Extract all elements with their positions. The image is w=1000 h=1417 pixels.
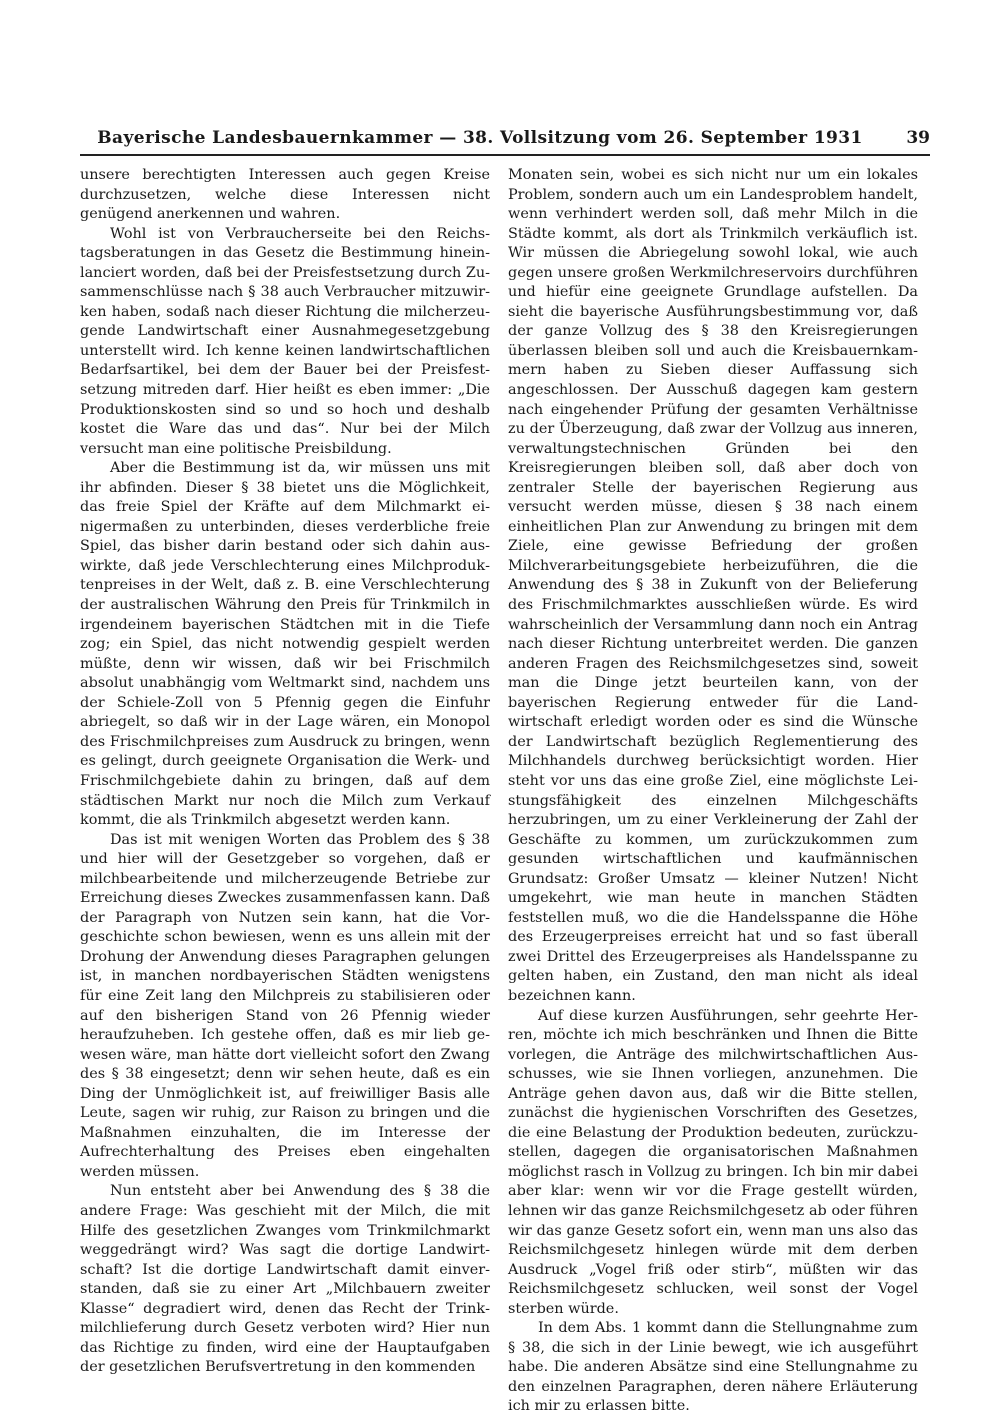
paragraph: In dem Abs. 1 kommt dann die Stellungnahme zum § 38, die sich in der Linie bewegt, wie ich ausgeführt habe. Die anderen Absätze sind eine Stellungnahme zu den einzelnen Paragraphen, deren nähere Erläuterung ich mir zu erlassen bitte.: [508, 1320, 918, 1415]
paragraph: Wohl ist von Verbraucherseite bei den Reichstagsberatungen in das Gesetz die Bestimmung hineinlanciert worden, daß bei der Preisfestsetzung durch Zusammenschlüsse nach § 38 auch Verbraucher mitzuwirken haben, sodaß nach dieser Richtung die milcherzeugende Landwirtschaft einer Ausnahmegesetzgebung unterstellt wird. Ich kenne keinen landwirtschaftlichen Bedarfsartikel, bei dem der Bauer bei der Preisfestsetzung mitreden darf. Hier heißt es eben immer: „Die Produktionskosten sind so und so hoch und deshalb kostet die Ware das und das“. Nur bei der Milch versucht man eine politische Preisbildung.: [80, 225, 491, 457]
header-title: Bayerische Landesbauernkammer — 38. Vollsitzung vom 26. September 1931: [97, 128, 863, 148]
paragraph: unsere berechtigten Interessen auch gegen Kreise durchzusetzen, welche diese Interessen nicht genügend anerkennen und wahren.: [80, 167, 490, 223]
right-column: [508, 166, 918, 1417]
paragraph: Auf diese kurzen Ausführungen, sehr geehrte Herren, möchte ich mich beschränken und Ihnen die Bitte vorlegen, die Anträge des milchwirtschaftlichen Ausschusses, wie sie Ihnen vorliegen, anzunehmen. Die Anträge gehen davon aus, daß wir die Bitte stellen, zunächst die hygienischen Vorschriften des Gesetzes, die eine Belastung der Produktion bedeuten, zurückzustellen, dagegen die organisatorischen Maßnahmen möglichst rasch in Vollzug zu bringen. Ich bin mir dabei aber klar: wenn wir vor die Frage gestellt würden, lehnen wir das ganze Reichsmilchgesetz ab oder führen wir das ganze Gesetz sofort ein, wenn man uns also das Reichsmilchgesetz hinlegen würde mit dem derben Ausdruck „Vogel friß oder stirb“, müßten wir das Reichsmilchgesetz schlucken, weil sonst der Vogel sterben würde.: [508, 1007, 918, 1317]
paragraph: Aber die Bestimmung ist da, wir müssen uns mit ihr abfinden. Dieser § 38 bietet uns die Möglichkeit, das freie Spiel der Kräfte auf dem Milchmarkt einigermaßen zu unterbinden, dieses verderbliche freie Spiel, das bisher darin bestand oder sich dahin auswirkte, daß jede Verschlechterung eines Milchproduktenpreises in der Welt, daß z. B. eine Verschlechterung der australischen Währung den Preis für Trinkmilch in irgendeinem bayerischen Städtchen mit in die Tiefe zog; ein Spiel, das nicht notwendig gespielt werden müßte, denn wir wissen, daß wir bei Frischmilch absolut unabhängig vom Weltmarkt sind, nachdem uns der Schiele-Zoll von 5 Pfennig gegen die Einfuhr abriegelt, so daß wir in der Lage wären, ein Monopol des Frischmilchpreises zum Ausdruck zu bringen, wenn es gelingt, durch geeignete Organisation die Werk- und Frischmilchgebiete dahin zu bringen, daß auf dem städtischen Markt nur noch die Milch zum Verkauf kommt, die als Trinkmilch abgesetzt werden kann.: [80, 460, 490, 829]
paragraph: Nun entsteht aber bei Anwendung des § 38 die andere Frage: Was geschieht mit der Milch, die mit Hilfe des gesetzlichen Zwanges vom Trinkmilchmarkt weggedrängt wird? Was sagt die dortige Landwirtschaft? Ist die dortige Landwirtschaft damit einverstanden, daß sie zu einer Art „Milchbauern zweiter Klasse“ degradiert wird, denen das Recht der Trinkmilchlieferung durch Gesetz verboten wird? Hier nun das Richtige zu finden, wird eine der Hauptaufgaben der gesetzlichen Berufsvertretung in den kommenden: [80, 1183, 490, 1376]
left-column: [80, 166, 490, 1378]
paragraph: Das ist mit wenigen Worten das Problem des § 38 und hier will der Gesetzgeber so vorgehen, daß er milchbearbeitende und milcherzeugende Betriebe zur Erreichung dieses Zweckes zusammenfassen kann. Daß der Paragraph von Nutzen sein kann, hat die Vorgeschichte schon bewiesen, wenn es uns allein mit der Drohung der Anwendung dieses Paragraphen gelungen ist, in manchen nordbayerischen Städten wenigstens für eine Zeit lang den Milchpreis zu stabilisieren oder auf den bisherigen Stand von 26 Pfennig wieder heraufzuheben. Ich gestehe offen, daß es mir lieb gewesen wäre, man hätte dort vielleicht sofort den Zwang des § 38 eingesetzt; denn wir sehen heute, daß es ein Ding der Unmöglichkeit ist, auf freiwilliger Basis alle Leute, sagen wir ruhig, zur Raison zu bringen und die Maßnahmen einzuhalten, die im Interesse der Aufrechterhaltung des Preises eben eingehalten werden müssen.: [80, 831, 490, 1180]
page-number: 39: [906, 128, 930, 148]
running-header: [80, 128, 930, 156]
paragraph: Monaten sein, wobei es sich nicht nur um ein lokales Problem, sondern auch um ein Landesproblem handelt, wenn verhindert werden soll, daß mehr Milch in die Städte kommt, als dort als Trinkmilch verkäuflich ist. Wir müssen die Abriegelung sowohl lokal, wie auch gegen unsere großen Werkmilchreservoirs durchführen und hiefür eine geeignete Grundlage aufstellen. Da sieht die bayerische Ausführungsbestimmung vor, daß der ganze Vollzug des § 38 den Kreisregierungen überlassen bleiben soll und auch die Kreisbauernkammern haben zu Sieben dieser Auffassung sich angeschlossen. Der Ausschuß dagegen kam gestern nach eingehender Prüfung der gesamten Verhältnisse zu der Überzeugung, daß zwar der Vollzug aus inneren, verwaltungstechnischen Gründen bei den Kreisregierungen bleiben soll, daß aber doch von zentraler Stelle der bayerischen Regierung aus versucht werden müsse, diesen § 38 nach einem einheitlichen Plan zur Anwendung zu bringen mit dem Ziele, eine gewisse Befriedung der großen Milchverarbeitungsgebiete herbeizuführen, die die Anwendung des § 38 in Zukunft von der Belieferung des Frischmilchmarktes ausschließen würde. Es wird wahrscheinlich der Versammlung dann noch ein Antrag nach dieser Richtung unterbreitet werden. Die ganzen anderen Fragen des Reichsmilchgesetzes sind, soweit man die Dinge jetzt beurteilen kann, von der bayerischen Regierung entweder für die Landwirtschaft erledigt worden oder es sind die Wünsche der Landwirtschaft bezüglich Reglementierung des Milchhandels durchweg berücksichtigt worden. Hier steht vor uns das eine große Ziel, eine möglichste Leistungsfähigkeit des einzelnen Milchgeschäfts herzubringen, um zu einer Verkleinerung der Zahl der Geschäfte zu kommen, um zurückzukommen zum gesunden wirtschaftlichen und kaufmännischen Grundsatz: Großer Umsatz — kleiner Nutzen! Nicht umgekehrt, wie man heute in manchen Städten feststellen muß, wo die die Handelsspanne die Höhe des Erzeugerpreises erreicht hat und so fast überall zwei Drittel des Erzeugerpreises als Handelsspanne zu gelten haben, ein Zustand, den man nicht als ideal bezeichnen kann.: [508, 167, 918, 1004]
